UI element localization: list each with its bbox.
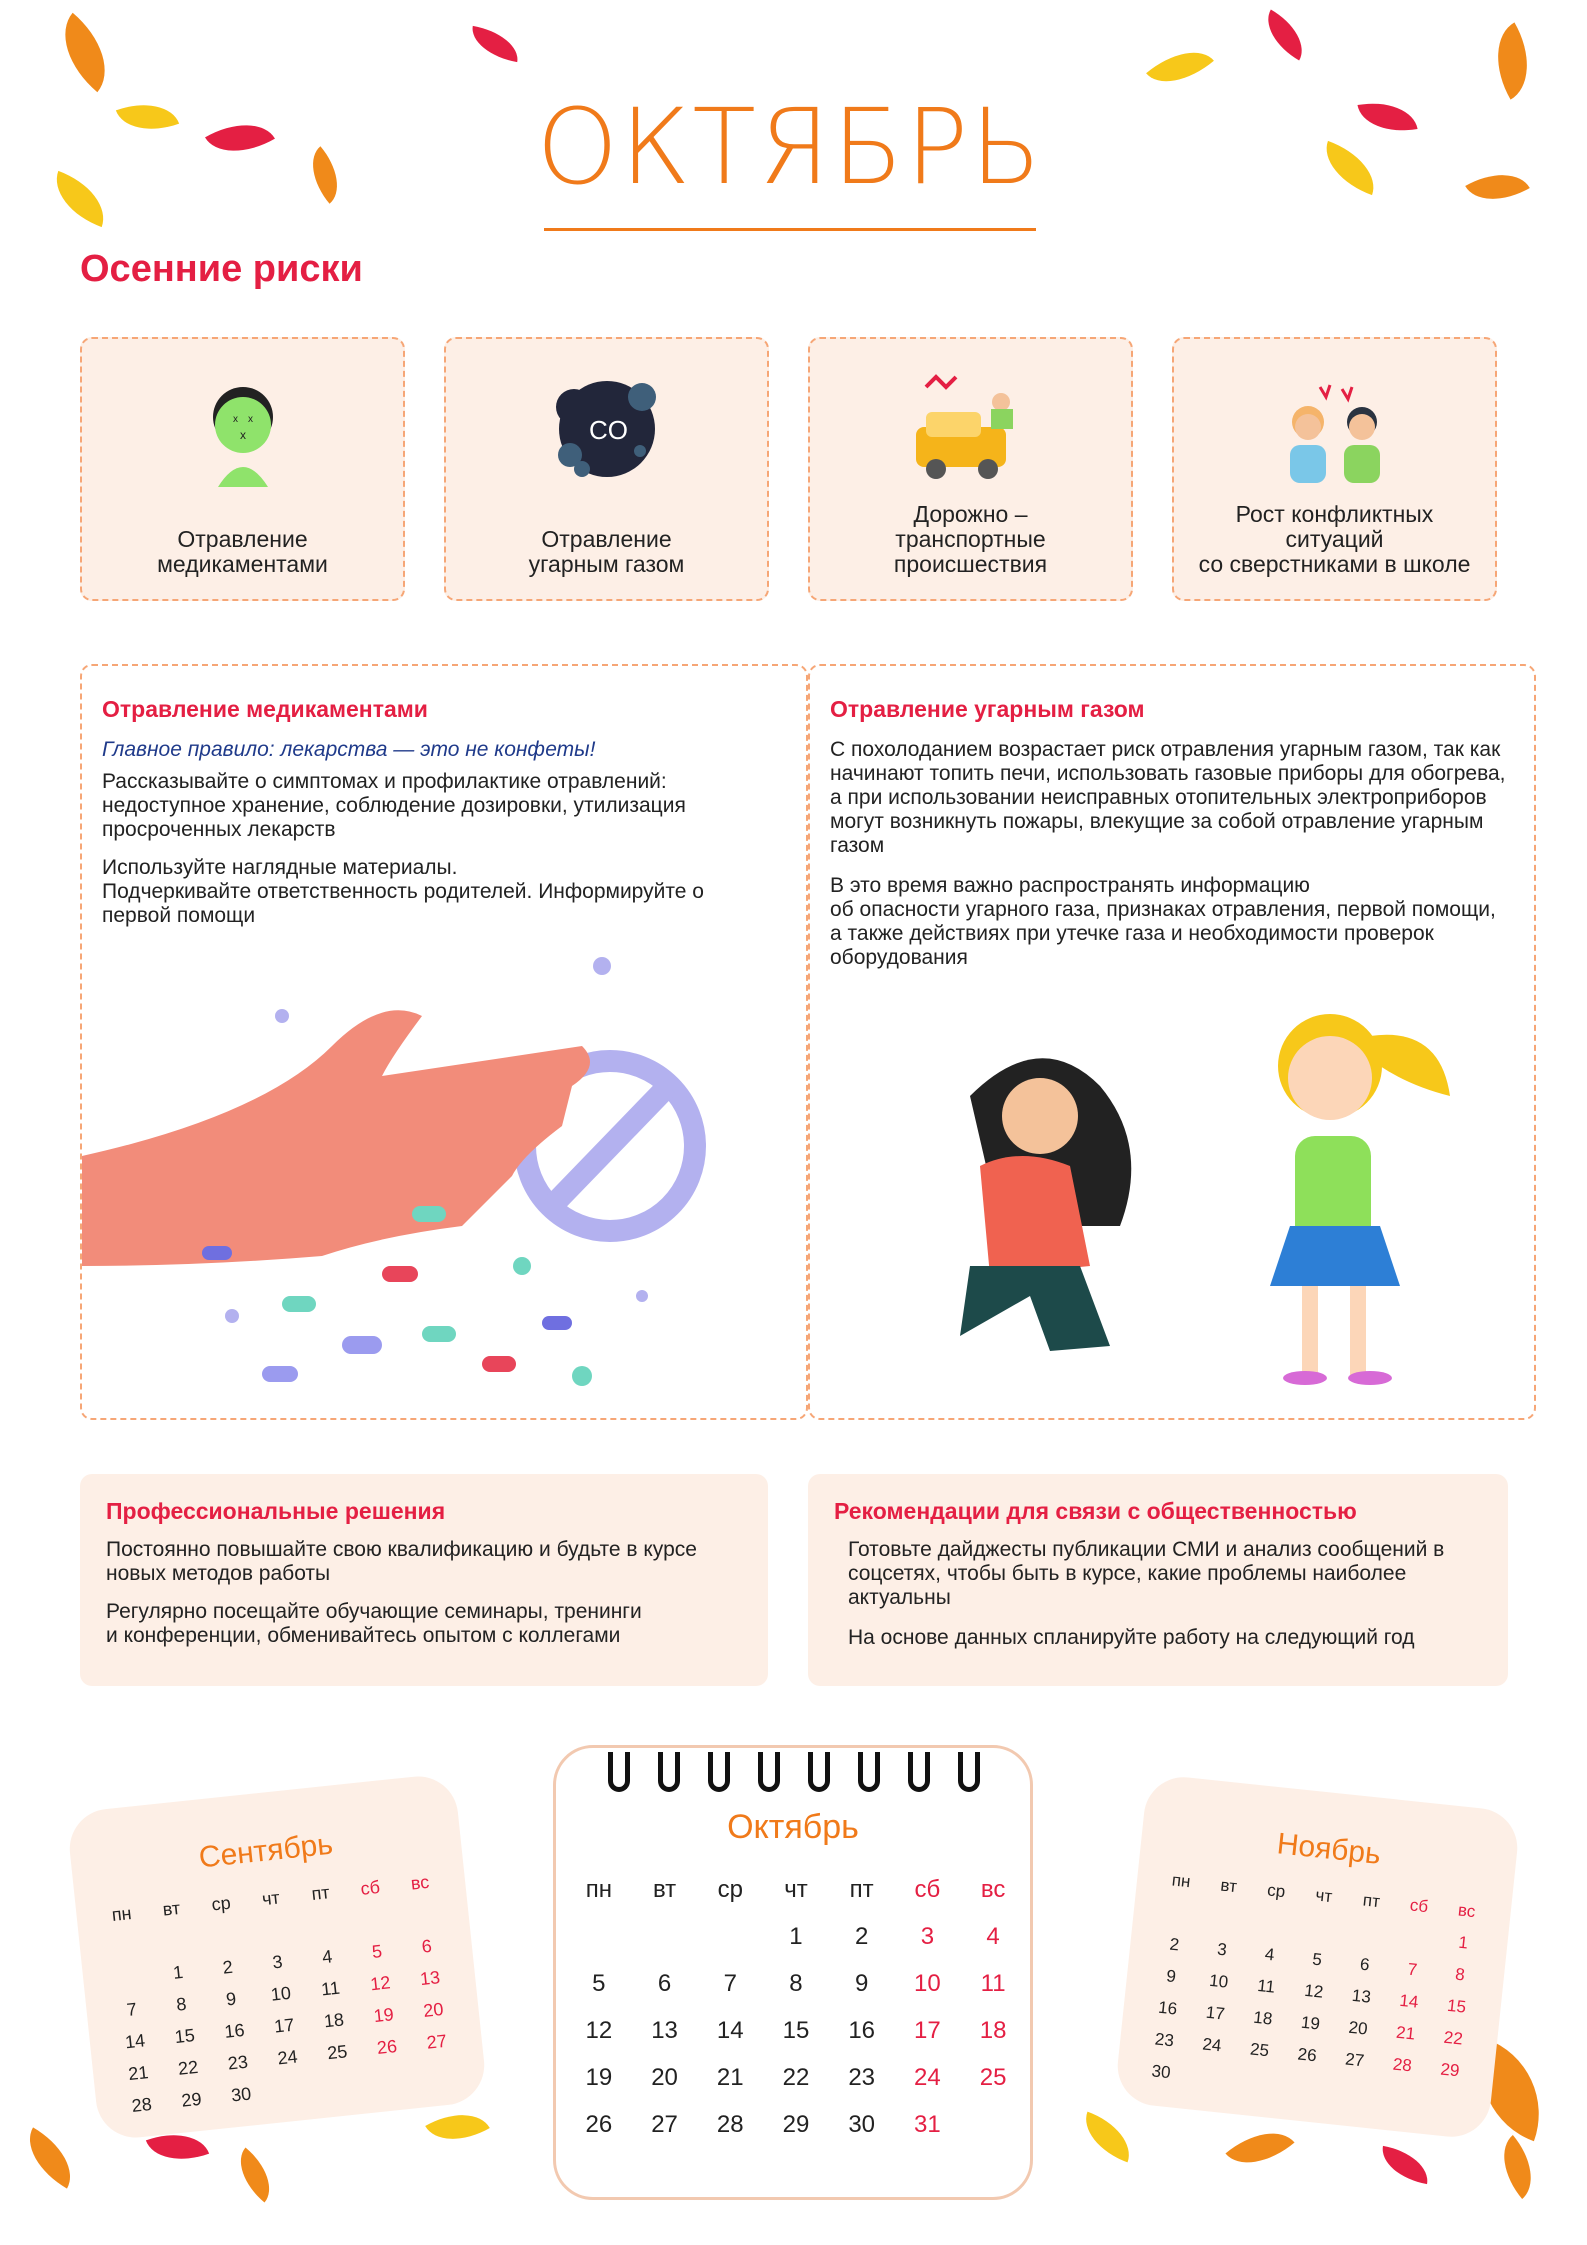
professional-solutions-card	[80, 1474, 768, 1686]
calendar-day: 14	[716, 2016, 744, 2044]
calendar-day: 25	[326, 2040, 349, 2063]
calendar-day: 3	[920, 1922, 935, 1950]
sick-child-icon	[178, 367, 308, 487]
weekday-header: сб	[359, 1876, 381, 1899]
calendar-day: 9	[854, 1969, 869, 1997]
hand-pills-illustration	[82, 936, 806, 1416]
calendar-day: 21	[716, 2063, 744, 2091]
risk-card-label: Дорожно – транспортные происшествия	[893, 501, 1048, 577]
weekday-header: ср	[717, 1875, 743, 1903]
calendar-day: 29	[1439, 2059, 1461, 2081]
calendar-day: 9	[1165, 1966, 1177, 1987]
calendar-day: 29	[180, 2088, 203, 2111]
calendar-day: 17	[1204, 2002, 1226, 2024]
gas-paragraph-2: В это время важно распространять информацию об опасности угарного газа, признаках отравления, первой помощи, а также действиях при утечке газа и необходимости проверок оборудования	[830, 874, 1496, 969]
calendar-day: 14	[1398, 1990, 1420, 2012]
calendar-day: 3	[1216, 1939, 1228, 1960]
calendar-day	[314, 2066, 367, 2103]
pr-card-italic: Готовьте дайджесты публикации СМИ и анализ сообщений в соцсетях, чтобы быть в курсе, какие проблемы наиболее актуальны	[848, 1538, 1445, 1609]
calendar-day: 9	[225, 1988, 238, 2009]
weekday-header: вс	[980, 1875, 1006, 1903]
calendar-day: 24	[1201, 2034, 1223, 2056]
calendar-day: 11	[980, 1969, 1006, 1997]
calendar-day	[1278, 2069, 1329, 2106]
calendar-day: 28	[1391, 2054, 1413, 2076]
calendar-day	[264, 2071, 317, 2108]
calendar-day	[566, 1913, 632, 1960]
calendar-day: 5	[370, 1940, 383, 1962]
weekday-header: ср	[210, 1892, 232, 1914]
calendar-day: 30	[848, 2110, 876, 2138]
calendar-grid	[566, 1866, 1026, 2148]
calendar-day: 15	[782, 2016, 810, 2044]
weekday-header: чт	[1314, 1885, 1334, 1907]
calendar-day: 20	[422, 1998, 445, 2021]
weekday-header: пн	[1170, 1870, 1192, 1892]
pr-card-text: На основе данных спланируйте работу на следующий год	[848, 1626, 1415, 1649]
calendar-day: 2	[221, 1956, 234, 1978]
calendar-day: 21	[127, 2061, 150, 2084]
calendar-day: 1	[171, 1961, 185, 1983]
pr-card-title: Рекомендации для связи с общественностью	[834, 1498, 1357, 1524]
calendar-day: 20	[1347, 2017, 1369, 2039]
calendar-day: 19	[1300, 2012, 1321, 2034]
gas-info-card	[808, 664, 1536, 1420]
calendar-day: 12	[585, 2016, 613, 2044]
calendar-day	[364, 2060, 417, 2097]
calendar-day: 25	[1249, 2039, 1270, 2061]
medicine-card-title: Отравление медикаментами	[102, 696, 428, 722]
weekday-header: вс	[1457, 1900, 1477, 1922]
calendar-day	[697, 1913, 763, 1960]
calendar-day: 23	[1154, 2029, 1175, 2051]
calendar-day: 19	[585, 2063, 613, 2091]
weekday-header: чт	[260, 1886, 281, 1909]
calendar-day	[98, 1927, 151, 1964]
calendar-day: 6	[420, 1935, 433, 1957]
calendar-day: 8	[175, 1993, 188, 2015]
risk-card-label: Отравление медикаментами	[157, 526, 328, 577]
calendar-day: 7	[1406, 1959, 1419, 1980]
calendar-day: 15	[173, 2024, 196, 2047]
calendar-day	[632, 1913, 698, 1960]
calendar-grid	[95, 1864, 466, 2123]
calendar-day: 27	[425, 2030, 448, 2053]
risk-card-road	[808, 337, 1133, 601]
calendar-day: 23	[226, 2051, 249, 2074]
weekday-header: вт	[161, 1897, 182, 1920]
calendar-day	[148, 1922, 201, 1959]
calendar-day	[1421, 2084, 1472, 2121]
calendar-day: 23	[848, 2063, 876, 2091]
calendar-day: 4	[986, 1922, 1000, 1950]
calendar-day	[1326, 2074, 1377, 2111]
calendar-day: 22	[1442, 2027, 1464, 2049]
conflict-kids-icon	[1270, 367, 1400, 487]
calendar-day: 18	[979, 2016, 1007, 2044]
page-title: ОКТЯБРЬ	[536, 86, 1044, 208]
calendar-day: 7	[125, 1998, 138, 2020]
calendar-month-name: Ноябрь	[1275, 1827, 1383, 1871]
calendar-day	[198, 1917, 251, 1954]
calendar-month-name: Сентябрь	[197, 1827, 335, 1875]
risk-card-label: Рост конфликтных ситуаций со сверстниками в школе	[1198, 501, 1471, 577]
calendar-day: 11	[320, 1977, 341, 1999]
svg-text:x: x	[247, 414, 253, 425]
weekday-header: пт	[1362, 1890, 1381, 1912]
calendar-day: 12	[369, 1971, 392, 1994]
calendar-day: 5	[1311, 1949, 1323, 1970]
calendar-day: 13	[1351, 1985, 1372, 2007]
medicine-rule: Главное правило: лекарства — это не конфеты!	[102, 738, 596, 761]
calendar-day: 6	[657, 1969, 672, 1997]
calendar-day: 8	[789, 1969, 803, 1997]
calendar-day: 10	[914, 1969, 941, 1997]
calendar-day: 3	[271, 1951, 284, 1972]
calendar-day: 1	[1457, 1932, 1470, 1953]
calendar-day: 5	[592, 1969, 606, 1997]
weekday-header: вс	[409, 1871, 431, 1894]
risk-card-label: Отравление угарным газом	[528, 526, 685, 577]
svg-text:x: x	[232, 414, 238, 425]
calendar-day: 24	[276, 2045, 299, 2068]
calendar-day: 2	[854, 1922, 869, 1950]
calendar-day	[397, 1896, 450, 1933]
calendar-day: 16	[848, 2016, 876, 2044]
calendar-day: 6	[1359, 1954, 1371, 1975]
pro-card-title: Профессиональные решения	[106, 1498, 446, 1524]
weekday-header: пт	[849, 1875, 874, 1903]
medicine-paragraph-1: Рассказывайте о симптомах и профилактике отравлений: недоступное хранение, соблюдение дозировки, утилизация просроченных лекарств	[102, 770, 686, 841]
calendar-grid	[1136, 1863, 1493, 2121]
weekday-header: чт	[784, 1875, 808, 1903]
co-smoke-icon	[542, 367, 672, 487]
weekday-header: пн	[585, 1875, 612, 1903]
calendar-day: 2	[1168, 1934, 1181, 1955]
calendar-day: 13	[418, 1966, 441, 1989]
weekday-header: ср	[1266, 1880, 1287, 1902]
medicine-info-card	[80, 664, 808, 1420]
calendar-day	[1247, 1905, 1298, 1942]
calendar-day: 22	[782, 2063, 810, 2091]
calendar-day	[347, 1901, 400, 1938]
calendar-day	[1390, 1920, 1441, 1957]
svg-text:x: x	[239, 428, 246, 442]
calendar-day: 21	[1395, 2022, 1417, 2044]
calendar-day	[297, 1906, 350, 1943]
weekday-header: пн	[110, 1902, 133, 1925]
risk-card-gas	[444, 337, 769, 601]
weekday-header: вт	[652, 1875, 677, 1903]
calendar-day	[102, 1959, 155, 1996]
car-accident-icon	[906, 367, 1036, 487]
risk-card-medicine	[80, 337, 405, 601]
calendar-day: 7	[723, 1969, 737, 1997]
calendar-day: 8	[1454, 1964, 1466, 1985]
weekday-header: вт	[1219, 1875, 1238, 1897]
calendar-day: 26	[585, 2110, 613, 2138]
title-underline	[544, 228, 1036, 231]
weekday-header: пт	[310, 1881, 331, 1904]
calendar-day	[1373, 2079, 1424, 2116]
calendar-day	[960, 2101, 1026, 2148]
calendar-day: 25	[979, 2063, 1007, 2091]
section-title: Осенние риски	[80, 248, 363, 290]
calendar-day: 30	[230, 2083, 253, 2105]
calendar-day: 28	[130, 2093, 153, 2116]
calendar-day: 28	[716, 2110, 744, 2138]
pro-card-italic: Постоянно повышайте свою квалификацию и будьте в курсе новых методов работы	[106, 1538, 697, 1585]
calendar-day: 12	[1303, 1980, 1325, 2002]
calendar-day	[1152, 1895, 1203, 1932]
weekday-header: сб	[1408, 1895, 1430, 1917]
gas-card-title: Отравление угарным газом	[830, 696, 1145, 722]
svg-text:CO: CO	[588, 415, 628, 445]
calendar-day	[1295, 1910, 1346, 1947]
calendar-day: 11	[1256, 1975, 1277, 1997]
medicine-paragraph-2: Используйте наглядные материалы. Подчеркивайте ответственность родителей. Информируйте о первой помощи	[102, 856, 704, 927]
calendar-day: 4	[321, 1945, 334, 1967]
sick-kids-illustration	[850, 966, 1510, 1406]
calendar-day	[1183, 2059, 1234, 2096]
pr-recommendations-card	[808, 1474, 1508, 1686]
calendar-day: 18	[322, 2008, 345, 2031]
calendar-day: 15	[1446, 1995, 1468, 2017]
calendar-day: 18	[1252, 2007, 1274, 2029]
calendar-day: 31	[914, 2110, 941, 2138]
calendar-day: 24	[914, 2063, 941, 2091]
calendar-october	[553, 1745, 1033, 2200]
calendar-day: 22	[177, 2056, 200, 2079]
calendar-day: 4	[1263, 1944, 1276, 1965]
pro-card-text: Регулярно посещайте обучающие семинары, тренинги и конференции, обменивайтесь опытом с коллегами	[106, 1600, 642, 1647]
calendar-day: 10	[269, 1982, 292, 2005]
calendar-day: 26	[1296, 2044, 1318, 2066]
calendar-month-name: Октябрь	[727, 1808, 859, 1846]
calendar-november	[1114, 1773, 1521, 2140]
risk-card-conflict	[1172, 337, 1497, 601]
calendar-day	[1200, 1900, 1251, 1937]
calendar-day: 19	[372, 2003, 395, 2026]
weekday-header: сб	[914, 1875, 941, 1903]
calendar-day	[414, 2055, 467, 2092]
calendar-day: 16	[223, 2019, 246, 2042]
calendar-day: 14	[123, 2029, 146, 2052]
calendar-day: 17	[273, 2014, 296, 2037]
gas-paragraph-1: С похолоданием возрастает риск отравления угарным газом, так как начинают топить печи, использовать газовые приборы для обогрева, а при использовании неисправных отопительных электроприборов могут возникнуть пожары, влекущие за собой отравление угарным газом	[830, 738, 1506, 857]
calendar-day: 27	[1344, 2049, 1366, 2071]
calendar-day: 26	[375, 2035, 398, 2058]
calendar-day: 16	[1157, 1997, 1179, 2019]
calendar-day: 10	[1208, 1970, 1230, 1992]
calendar-day: 17	[914, 2016, 941, 2044]
calendar-day: 13	[651, 2016, 678, 2044]
calendar-day: 1	[789, 1922, 803, 1950]
calendar-day	[1231, 2064, 1282, 2101]
calendar-day: 20	[651, 2063, 678, 2091]
calendar-september	[66, 1773, 488, 2142]
calendar-day: 30	[1150, 2061, 1172, 2083]
calendar-day: 27	[651, 2110, 678, 2138]
calendar-day: 29	[782, 2110, 810, 2138]
calendar-day	[1343, 1915, 1394, 1952]
calendar-day	[248, 1912, 301, 1949]
